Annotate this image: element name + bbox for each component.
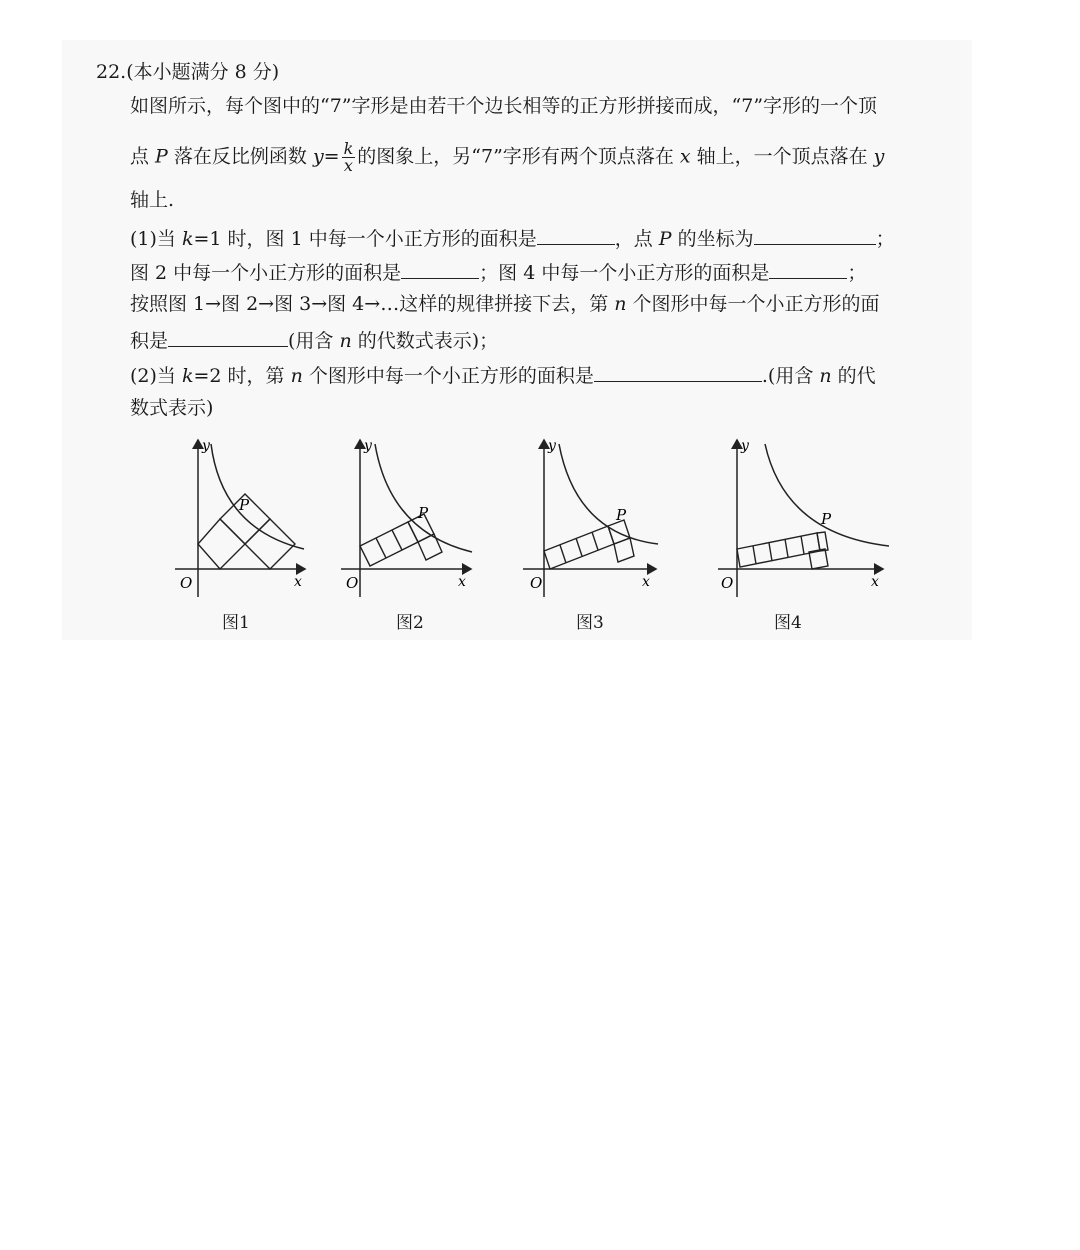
intro-text: 的图象上，另“7”字形有两个顶点落在 [357, 145, 680, 168]
square-divider [801, 536, 804, 554]
fraction-k-over-x [342, 141, 356, 174]
q1-text: ，点 [614, 228, 659, 250]
square-divider [560, 545, 566, 563]
q1-text: (1)当 [130, 228, 182, 250]
var-n: n [339, 330, 352, 352]
question-1-line-4 [130, 326, 498, 353]
origin-label: O [180, 574, 193, 592]
q1-text: ；图 4 中每一个小正方形的面积是 [479, 262, 770, 284]
intro-line-1 [130, 94, 877, 118]
square-divider [392, 530, 402, 550]
problem-header [96, 60, 279, 84]
figure-3-caption: 图3 [576, 613, 604, 633]
q2-text: 的代 [831, 365, 876, 387]
equals-sign: = [323, 145, 340, 168]
hyperbola-curve [765, 444, 889, 546]
point-p-label: P [616, 506, 627, 524]
question-1-line-2 [130, 258, 866, 285]
answer-blank-point-p[interactable] [754, 224, 876, 245]
q2-text: .(用含 [761, 365, 820, 387]
fraction-denominator: x [343, 156, 353, 175]
question-1-line-3 [130, 292, 880, 316]
figure-4-caption: 图4 [774, 613, 802, 633]
q2-text: (2)当 [130, 365, 182, 387]
x-axis-label: x [871, 574, 879, 590]
figure-4 [715, 434, 890, 604]
origin-label: O [721, 574, 734, 592]
intro-text: 轴上. [130, 189, 175, 211]
problem-number: 22. [96, 61, 127, 83]
figure-3 [520, 434, 665, 604]
x-axis-label: x [642, 574, 650, 590]
q1-text: 的代数式表示)； [351, 330, 499, 352]
q1-text: 图 2 中每一个小正方形的面积是 [130, 262, 402, 284]
figure-1-caption: 图1 [222, 613, 250, 633]
q1-text: (用含 [288, 330, 340, 352]
intro-text: 轴上，一个顶点落在 [690, 145, 874, 168]
var-k: k [181, 365, 194, 387]
q1-text: 的坐标为 [671, 228, 754, 250]
square-divider [753, 546, 756, 564]
q1-text: =1 时，图 1 中每一个小正方形的面积是 [193, 228, 537, 250]
var-k: k [181, 228, 194, 250]
q1-text: 积是 [130, 330, 169, 352]
answer-blank-area-fig4[interactable] [769, 258, 847, 279]
y-axis-label: y [548, 438, 556, 454]
hyperbola-curve [375, 444, 472, 552]
rectangle-row [360, 522, 418, 566]
square-divider [769, 543, 772, 561]
fraction-numerator: k [343, 139, 354, 158]
x-axis-label: x [458, 574, 466, 590]
hyperbola-curve [211, 444, 304, 549]
y-axis-label: y [202, 438, 210, 454]
y-axis-label: y [741, 438, 749, 454]
var-n: n [290, 365, 303, 387]
square-divider [376, 538, 386, 558]
square-divider [785, 539, 788, 557]
q2-text: =2 时，第 [193, 365, 291, 387]
point-p-label: P [239, 496, 250, 514]
seven-shape [737, 532, 828, 569]
answer-blank-k2[interactable] [594, 361, 762, 382]
intro-text-1: 如图所示，每个图中的“7”字形是由若干个边长相等的正方形拼接而成，“7”字形的一个顶 [130, 95, 878, 117]
intro-line-2 [130, 141, 884, 174]
intro-text: 落在反比例函数 [167, 145, 313, 168]
answer-blank-area-fig1[interactable] [537, 224, 615, 245]
q1-text: 按照图 1→图 2→图 3→图 4→…这样的规律拼接下去，第 [130, 293, 615, 315]
q2-text: 个图形中每一个小正方形的面积是 [302, 365, 594, 387]
question-2-line-1 [130, 361, 876, 388]
answer-blank-area-fig2[interactable] [401, 258, 479, 279]
var-x: x [679, 145, 691, 168]
seven-shape [544, 520, 634, 569]
q1-text: ； [847, 262, 867, 284]
square-divider [576, 538, 582, 556]
question-1-line-1 [130, 224, 895, 251]
q1-text: ； [875, 228, 895, 250]
answer-blank-area-fign[interactable] [168, 326, 288, 347]
origin-label: O [530, 574, 543, 592]
origin-label: O [346, 574, 359, 592]
var-p: P [658, 228, 672, 250]
seven-shape [360, 514, 442, 566]
var-y: y [873, 145, 885, 168]
var-n: n [614, 293, 627, 315]
figure-2-caption: 图2 [396, 613, 424, 633]
rectangle-row [737, 533, 820, 567]
figure-2 [338, 434, 478, 604]
var-p: P [155, 145, 168, 168]
point-p-label: P [418, 504, 429, 522]
q1-text: 个图形中每一个小正方形的面 [626, 293, 880, 315]
square [198, 519, 245, 569]
question-2-line-2 [130, 396, 213, 420]
intro-text: 点 [130, 145, 156, 168]
q2-text: 数式表示) [130, 397, 214, 419]
problem-score: (本小题满分 8 分) [126, 61, 280, 83]
square-divider [592, 532, 598, 550]
square [614, 538, 634, 562]
var-y: y [312, 145, 324, 168]
y-axis-label: y [364, 438, 372, 454]
figure-1 [172, 434, 312, 604]
var-n: n [819, 365, 832, 387]
point-p-label: P [821, 510, 832, 528]
square [817, 532, 828, 551]
square [418, 534, 442, 560]
x-axis-label: x [294, 574, 302, 590]
intro-line-3 [130, 188, 174, 212]
